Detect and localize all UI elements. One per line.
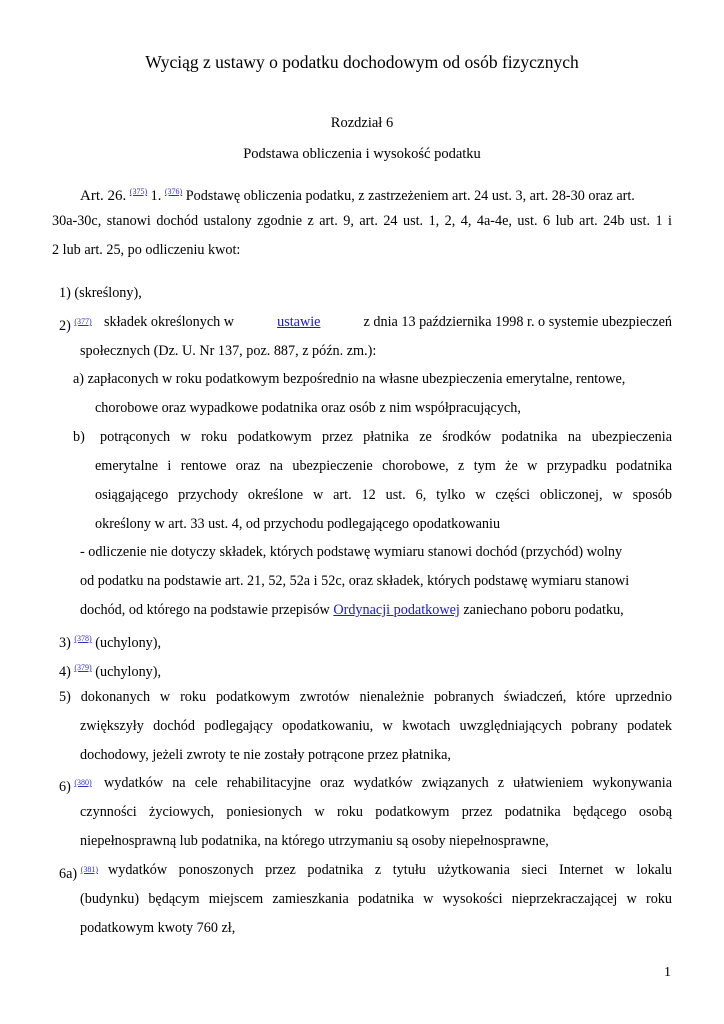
item-text: składek określonych w — [104, 314, 235, 330]
list-item-6-line-1: wydatków na cele rehabilitacyjne oraz wydatków związanych z ułatwieniem wykonywania — [104, 775, 672, 791]
list-item-1: 1) (skreślony), — [59, 285, 142, 301]
list-item-6a-line-1: wydatków ponoszonych przez podatnika z tytułu użytkowania sieci Internet w lokalu — [108, 862, 672, 878]
ustawa-link[interactable]: ustawie — [277, 314, 321, 330]
item-text: (uchylony), — [95, 635, 162, 651]
footnote-376-link[interactable]: (376) — [164, 187, 183, 196]
sub-item-b-number: b) — [73, 429, 85, 445]
list-item-4 — [59, 659, 161, 681]
list-item-6-line-2: czynności życiowych, poniesionych w roku podatkowym przez podatnika będącego osobą — [80, 804, 672, 820]
article-26-line-2: 30a-30c, stanowi dochód ustalony zgodnie z art. 9, art. 24 ust. 1, 2, 4, 4a-4e, ust. 6 lub art. 24b ust. 1 i — [52, 213, 672, 229]
item-number: 3) — [59, 635, 71, 651]
exclusion-text: zaniechano poboru podatku, — [463, 602, 624, 618]
document-title: Wyciąg z ustawy o podatku dochodowym od osób fizycznych — [145, 52, 579, 72]
item-number: 6a) — [59, 866, 78, 882]
footnote-377-link[interactable]: (377) — [74, 317, 92, 326]
item-number: 4) — [59, 664, 71, 680]
exclusion-line-1: - odliczenie nie dotyczy składek, których podstawę wymiaru stanowi dochód (przychód) wolny — [80, 544, 623, 560]
sub-item-b-line-2: emerytalne i rentowe oraz na ubezpieczenie chorobowe, z tym że w przypadku podatnika — [95, 458, 672, 474]
item-text: z dnia 13 października 1998 r. o systemie ubezpieczeń — [363, 314, 672, 330]
paragraph-number: 1. — [150, 188, 162, 204]
sub-item-b-line-3: osiągającego przychody określone w art. 12 ust. 6, tylko w części obliczonej, w sposób — [95, 487, 672, 503]
ordynacja-podatkowa-link[interactable]: Ordynacji podatkowej — [333, 602, 460, 618]
footnote-381-link[interactable]: (381) — [80, 865, 98, 874]
item-number: 6) — [59, 779, 71, 795]
list-item-6a-number — [59, 861, 98, 883]
footnote-380-link[interactable]: (380) — [74, 778, 92, 787]
list-item-2-line-1 — [59, 313, 92, 335]
page-number: 1 — [664, 965, 671, 980]
chapter-heading: Rozdział 6 — [330, 115, 394, 131]
exclusion-line-2: od podatku na podstawie art. 21, 52, 52a i 52c, oraz składek, których podstawę wymiaru stanowi — [80, 573, 630, 589]
sub-item-a-line-2: chorobowe oraz wypadkowe podatnika oraz osób z nim współpracujących, — [95, 400, 521, 416]
list-item-5-line-1: 5) dokonanych w roku podatkowym zwrotów nienależnie pobranych świadczeń, które uprzednio — [59, 689, 672, 705]
footnote-378-link[interactable]: (378) — [74, 634, 92, 643]
sub-item-b-line-1: potrąconych w roku podatkowym przez płatnika ze środków podatnika na ubezpieczenia — [100, 429, 672, 445]
item-text: (uchylony), — [95, 664, 162, 680]
list-item-5-line-3: dochodowy, jeżeli zwroty te nie zostały potrącone przez płatnika, — [80, 747, 451, 763]
list-item-6a-line-2: (budynku) będącym miejscem zamieszkania podatnika w wysokości nieprzekraczającej w roku — [80, 891, 672, 907]
article-label: Art. 26. — [80, 188, 127, 204]
item-number: 2) — [59, 318, 71, 334]
list-item-5-line-2: zwiększyły dochód podlegający opodatkowaniu, w kwotach uwzględniających pobrany podatek — [80, 718, 672, 734]
list-item-3 — [59, 630, 161, 652]
list-item-6a-line-3: podatkowym kwoty 760 zł, — [80, 920, 236, 936]
exclusion-text: dochód, od którego na podstawie przepisów — [80, 602, 330, 618]
list-item-2-line-2: społecznych (Dz. U. Nr 137, poz. 887, z późn. zm.): — [80, 343, 377, 359]
footnote-379-link[interactable]: (379) — [74, 663, 92, 672]
article-text: Podstawę obliczenia podatku, z zastrzeżeniem art. 24 ust. 3, art. 28-30 oraz art. — [185, 188, 635, 204]
exclusion-line-3 — [80, 601, 624, 619]
article-26-line-1 — [80, 183, 672, 205]
sub-item-b-line-4: określony w art. 33 ust. 4, od przychodu podlegającego opodatkowaniu — [95, 516, 501, 532]
sub-item-a-line-1: a) zapłaconych w roku podatkowym bezpośrednio na własne ubezpieczenia emerytalne, rentowe, — [73, 371, 626, 387]
list-item-2-text — [104, 313, 672, 331]
list-item-6-line-3: niepełnosprawną lub podatnika, na którego utrzymaniu są osoby niepełnosprawne, — [80, 833, 549, 849]
chapter-subtitle: Podstawa obliczenia i wysokość podatku — [243, 146, 481, 162]
article-26-line-3: 2 lub art. 25, po odliczeniu kwot: — [52, 242, 241, 258]
list-item-6-number — [59, 774, 92, 796]
footnote-375-link[interactable]: (375) — [129, 187, 148, 196]
